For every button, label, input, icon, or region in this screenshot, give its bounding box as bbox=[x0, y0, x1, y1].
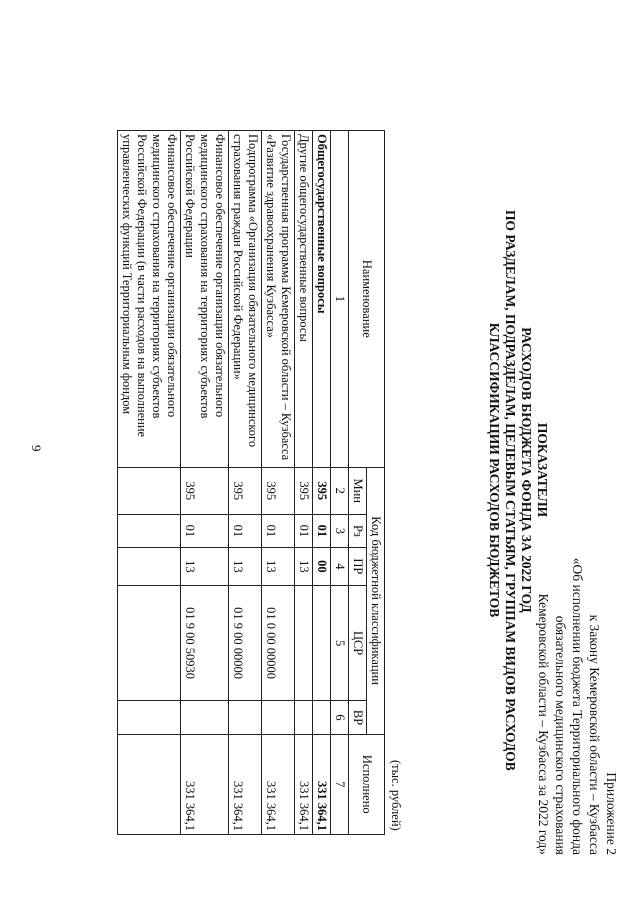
appendix-line-1: Приложение 2 bbox=[604, 772, 619, 855]
row-pr bbox=[118, 547, 181, 585]
row-name: Финансовое обеспечение организации обязательного медицинского страхования на территориях субъектов Российской Федерации bbox=[181, 131, 229, 468]
row-min: 395 bbox=[295, 467, 313, 514]
row-amount: 331 364,1 bbox=[181, 734, 229, 834]
row-pr: 00 bbox=[313, 547, 331, 585]
header-vr: ВР bbox=[349, 701, 367, 734]
table-row bbox=[229, 131, 262, 835]
header-name: Наименование bbox=[349, 131, 385, 468]
table-row bbox=[262, 131, 295, 835]
row-vr bbox=[313, 701, 331, 734]
column-number-row bbox=[331, 131, 349, 835]
col-number-6: 6 bbox=[331, 701, 349, 734]
title-line-4: КЛАССИФИКАЦИИ РАСХОДОВ БЮДЖЕТОВ bbox=[487, 322, 502, 618]
row-rz: 01 bbox=[181, 514, 229, 547]
col-number-4: 4 bbox=[331, 547, 349, 585]
row-vr bbox=[295, 701, 313, 734]
row-vr bbox=[229, 701, 262, 734]
appendix-line-4: обязательного медицинского страхования bbox=[553, 615, 568, 855]
row-vr bbox=[181, 701, 229, 734]
row-amount: 331 364,1 bbox=[295, 734, 313, 834]
row-min bbox=[118, 467, 181, 514]
row-pr: 13 bbox=[229, 547, 262, 585]
row-csr: 01 0 00 00000 bbox=[262, 585, 295, 701]
table-row bbox=[295, 131, 313, 835]
header-code-group: Код бюджетной классификации bbox=[367, 467, 385, 734]
row-rz: 01 bbox=[229, 514, 262, 547]
row-name: Финансовое обеспечение организации обязательного медицинского страхования на территориях субъектов Российской Федерации (в части расходов на выполнение управленческих функций Территориальным фондом bbox=[118, 131, 181, 468]
row-csr bbox=[295, 585, 313, 701]
appendix-line-3: «Об исполнении бюджета Территориального фонда bbox=[570, 557, 585, 855]
row-amount: 331 364,1 bbox=[313, 734, 331, 834]
header-executed: Исполнено bbox=[349, 734, 385, 834]
col-number-2: 2 bbox=[331, 467, 349, 514]
row-rz: 01 bbox=[295, 514, 313, 547]
table-row bbox=[313, 131, 331, 835]
row-vr bbox=[262, 701, 295, 734]
col-number-7: 7 bbox=[331, 734, 349, 834]
row-amount: 331 364,1 bbox=[262, 734, 295, 834]
page-number: 9 bbox=[29, 445, 44, 452]
row-csr bbox=[118, 585, 181, 701]
row-name: Общегосударственные вопросы bbox=[313, 131, 331, 468]
header-min: Мин bbox=[349, 467, 367, 514]
row-amount: 331 364,1 bbox=[229, 734, 262, 834]
row-name: Подпрограмма «Организация обязательного медицинского страхования граждан Российской Федерации» bbox=[229, 131, 262, 468]
col-number-5: 5 bbox=[331, 585, 349, 701]
header-pr: ПР bbox=[349, 547, 367, 585]
row-min: 395 bbox=[313, 467, 331, 514]
row-rz: 01 bbox=[313, 514, 331, 547]
units-label: (тыс. рублей) bbox=[389, 760, 403, 831]
title-line-1: ПОКАЗАТЕЛИ bbox=[535, 422, 550, 518]
appendix-line-2: к Закону Кемеровской области – Кузбасса bbox=[587, 614, 602, 855]
table-row bbox=[181, 131, 229, 835]
row-csr: 01 9 00 00000 bbox=[229, 585, 262, 701]
col-number-1: 1 bbox=[331, 131, 349, 468]
row-rz: 01 bbox=[262, 514, 295, 547]
row-min: 395 bbox=[181, 467, 229, 514]
expenditure-table bbox=[117, 130, 385, 835]
row-csr: 01 9 00 50930 bbox=[181, 585, 229, 701]
col-number-3: 3 bbox=[331, 514, 349, 547]
row-vr bbox=[118, 701, 181, 734]
table-row bbox=[118, 131, 181, 835]
row-rz bbox=[118, 514, 181, 547]
row-pr: 13 bbox=[181, 547, 229, 585]
row-min: 395 bbox=[262, 467, 295, 514]
appendix-line-5: Кемеровской области – Кузбасса за 2022 год» bbox=[536, 593, 551, 855]
row-pr: 13 bbox=[262, 547, 295, 585]
row-name: Государственная программа Кемеровской области – Кузбасса «Развитие здравоохранения Кузбасса» bbox=[262, 131, 295, 468]
row-pr: 13 bbox=[295, 547, 313, 585]
header-csr: ЦСР bbox=[349, 585, 367, 701]
row-min: 395 bbox=[229, 467, 262, 514]
row-name: Другие общегосударственные вопросы bbox=[295, 131, 313, 468]
title-line-2: РАСХОДОВ БЮДЖЕТА ФОНДА ЗА 2022 ГОД bbox=[519, 327, 534, 613]
header-rz: Рз bbox=[349, 514, 367, 547]
row-csr bbox=[313, 585, 331, 701]
row-amount bbox=[118, 734, 181, 834]
title-line-3: ПО РАЗДЕЛАМ, ПОДРАЗДЕЛАМ, ЦЕЛЕВЫМ СТАТЬЯМ, ГРУППАМ ВИДОВ РАСХОДОВ bbox=[503, 210, 518, 771]
